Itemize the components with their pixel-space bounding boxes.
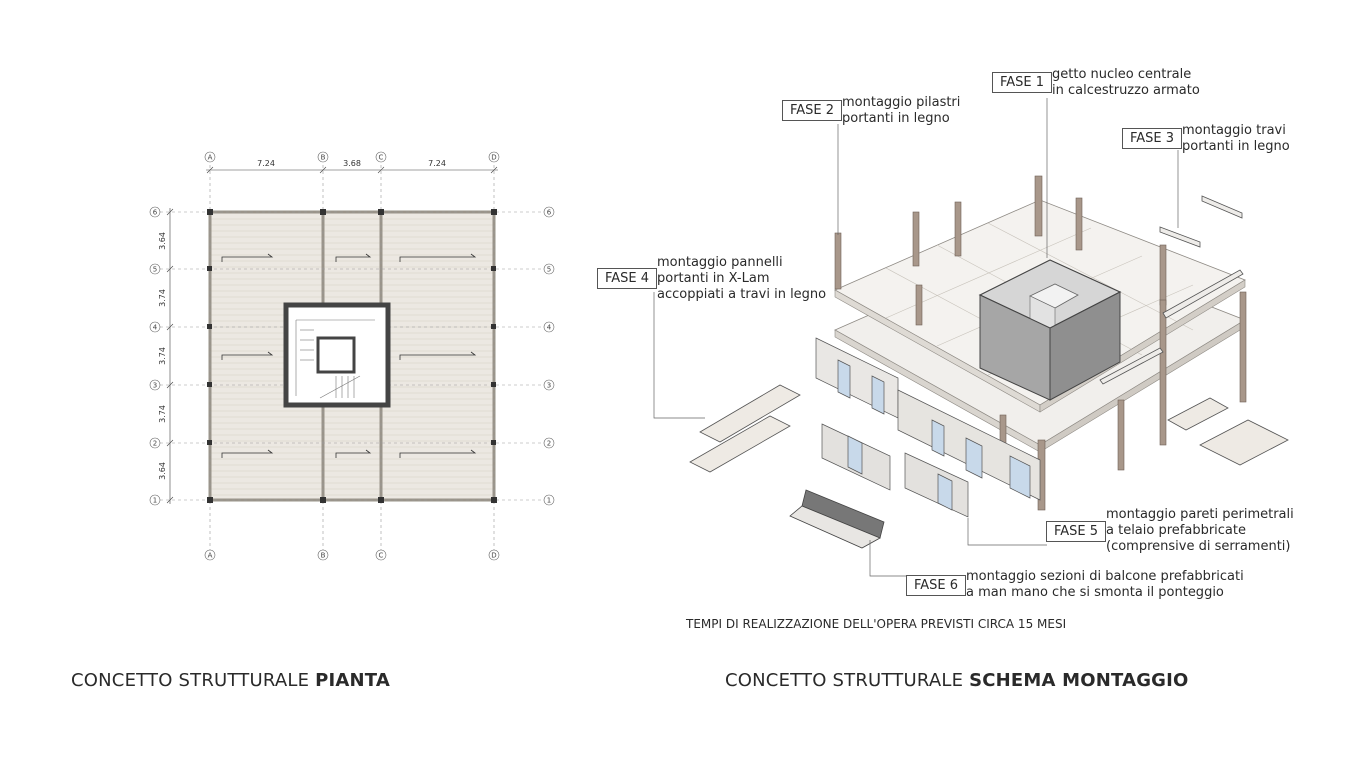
axis-top-b: B: [320, 153, 326, 162]
axis-top-d: D: [491, 153, 497, 162]
caption-plan-prefix: CONCETTO STRUTTURALE: [71, 670, 316, 691]
caption-assembly-prefix: CONCETTO STRUTTURALE: [725, 670, 970, 691]
caption-plan-bold: PIANTA: [315, 670, 390, 691]
axis-right-1: 1: [546, 496, 552, 505]
fase-6-tag: FASE 6: [906, 575, 966, 596]
dim-row-4: 3.74: [158, 405, 167, 423]
fase-5-description: [1106, 507, 1294, 555]
fase-1-description: [1052, 67, 1200, 99]
fase-2-tag: FASE 2: [782, 100, 842, 121]
axis-right-3: 3: [546, 381, 552, 390]
fase-4-line3: accoppiati a travi in legno: [657, 287, 827, 302]
fase-5-line3: (comprensive di serramenti): [1106, 539, 1291, 554]
axis-left-2: 2: [152, 439, 158, 448]
balcony-section: [790, 490, 884, 548]
fase-3-line1: montaggio travi: [1182, 123, 1286, 138]
axis-top-c: C: [378, 153, 384, 162]
fase-4-line2: portanti in X-Lam: [657, 271, 770, 286]
fase-1-line2: in calcestruzzo armato: [1052, 83, 1200, 98]
caption-plan: [71, 670, 390, 691]
fase-4-tag: FASE 4: [597, 268, 657, 289]
axis-top-a: A: [207, 153, 213, 162]
axis-left-3: 3: [152, 381, 158, 390]
timing-note: TEMPI DI REALIZZAZIONE DELL'OPERA PREVISTI CIRCA 15 MESI: [686, 617, 1067, 631]
caption-assembly-bold: SCHEMA MONTAGGIO: [969, 670, 1189, 691]
axis-left-5: 5: [152, 265, 158, 274]
fase-2-line2: portanti in legno: [842, 111, 950, 126]
fase-4-line1: montaggio pannelli: [657, 255, 783, 270]
axis-bottom-c: C: [378, 551, 384, 560]
fase-3-line2: portanti in legno: [1182, 139, 1290, 154]
dim-row-2: 3.74: [158, 289, 167, 307]
fase-3-description: [1182, 123, 1290, 155]
axis-right-2: 2: [546, 439, 552, 448]
fase-4-description: [657, 255, 826, 303]
axis-bottom-a: A: [207, 551, 213, 560]
axis-left-6: 6: [152, 208, 158, 217]
fase-5-tag: FASE 5: [1046, 521, 1106, 542]
fase-5-line2: a telaio prefabbricate: [1106, 523, 1246, 538]
axis-right-4: 4: [546, 323, 552, 332]
axis-right-6: 6: [546, 208, 552, 217]
dim-col-2: 3.68: [343, 159, 361, 168]
fase-2-description: [842, 95, 960, 127]
dim-col-1: 7.24: [257, 159, 275, 168]
axis-right-5: 5: [546, 265, 552, 274]
fase-5-line1: montaggio pareti perimetrali: [1106, 507, 1294, 522]
axis-left-1: 1: [152, 496, 158, 505]
caption-assembly: [725, 670, 1189, 691]
fase-2-line1: montaggio pilastri: [842, 95, 961, 110]
axis-bottom-b: B: [320, 551, 326, 560]
fase-6-line2: a man mano che si smonta il ponteggio: [966, 585, 1224, 600]
axis-bottom-d: D: [491, 551, 497, 560]
plan-core-inner: [318, 338, 354, 372]
fase-6-description: [966, 569, 1244, 601]
fase-6-line1: montaggio sezioni di balcone prefabbricati: [966, 569, 1244, 584]
fase-3-tag: FASE 3: [1122, 128, 1182, 149]
fase-1-line1: getto nucleo centrale: [1052, 67, 1192, 82]
plan-dimension-left: [167, 208, 173, 504]
dim-row-3: 3.74: [158, 347, 167, 365]
dim-row-5: 3.64: [158, 462, 167, 480]
axis-left-4: 4: [152, 323, 158, 332]
dim-col-3: 7.24: [428, 159, 446, 168]
dim-row-1: 3.64: [158, 232, 167, 250]
fase-1-tag: FASE 1: [992, 72, 1052, 93]
assembly-axonometric: [654, 98, 1288, 576]
